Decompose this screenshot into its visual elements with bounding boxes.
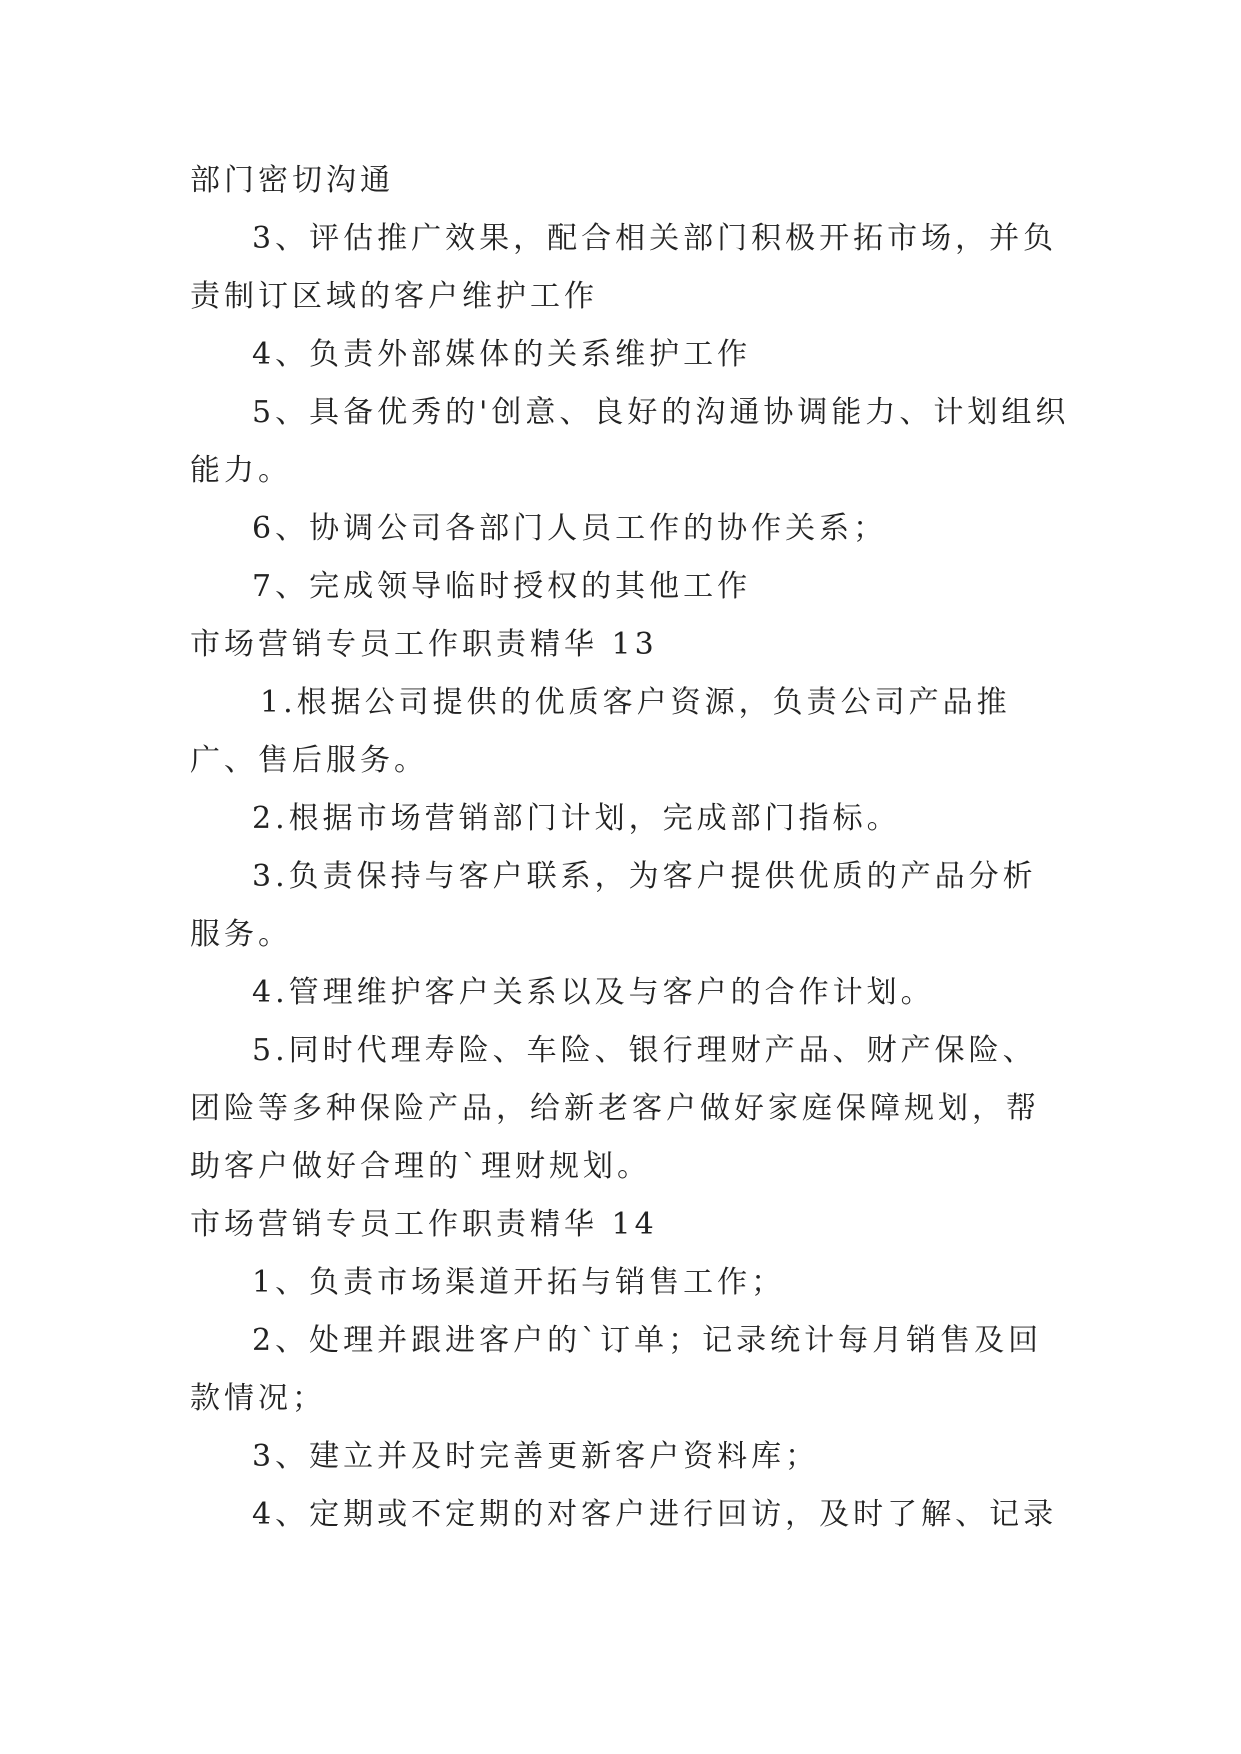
document-body [190, 152, 1070, 1544]
section-heading: 市场营销专员工作职责精华 14 [190, 1207, 658, 1242]
list-item: 3.负责保持与客户联系，为客户提供优质的产品分析服务。 [190, 859, 1037, 952]
section-heading: 市场营销专员工作职责精华 13 [190, 627, 658, 662]
list-item: 3、建立并及时完善更新客户资料库； [252, 1439, 820, 1474]
list-item: 5.同时代理寿险、车险、银行理财产品、财产保险、团险等多种保险产品，给新老客户做好家庭保障规划，帮助客户做好合理的`理财规划。 [190, 1033, 1040, 1184]
list-item: 4、定期或不定期的对客户进行回访，及时了解、记录 [252, 1497, 1058, 1532]
list-item: 5、具备优秀的'创意、良好的沟通协调能力、计划组织能力。 [190, 395, 1070, 488]
paragraph: 部门密切沟通 [190, 163, 394, 198]
list-item: 1.根据公司提供的优质客户资源，负责公司产品推广、售后服务。 [190, 685, 1011, 778]
list-item: 4、负责外部媒体的关系维护工作 [252, 337, 752, 372]
list-item: 3、评估推广效果，配合相关部门积极开拓市场，并负责制订区域的客户维护工作 [190, 221, 1058, 314]
list-item: 6、协调公司各部门人员工作的协作关系； [252, 511, 888, 546]
list-item: 7、完成领导临时授权的其他工作 [252, 569, 752, 604]
list-item: 4.管理维护客户关系以及与客户的合作计划。 [252, 975, 935, 1010]
list-item: 2.根据市场营销部门计划，完成部门指标。 [252, 801, 901, 836]
list-item: 2、处理并跟进客户的`订单；记录统计每月销售及回款情况； [190, 1323, 1043, 1416]
list-item: 1、负责市场渠道开拓与销售工作； [252, 1265, 786, 1300]
